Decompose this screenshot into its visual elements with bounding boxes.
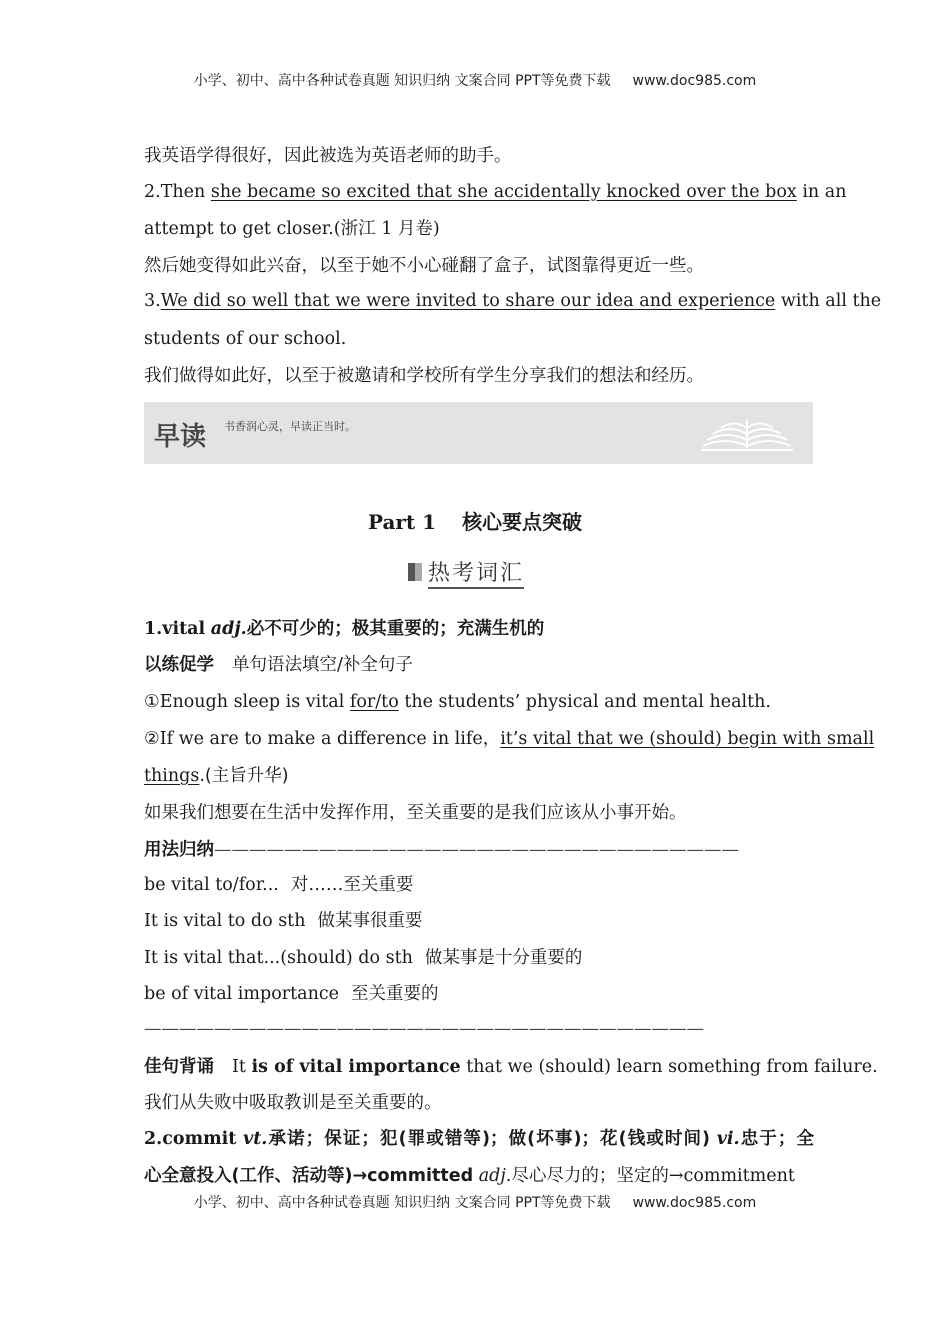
- example-2: [144, 180, 847, 204]
- ex2-translation: 然后她变得如此兴奋，以至于她不小心碰翻了盒子，试图靠得更近一些。: [144, 256, 704, 276]
- ex2-prefix: 2.Then: [144, 182, 206, 202]
- commit-pos2: vi.: [716, 1129, 740, 1149]
- commit-line2-a: 心全意投入(工作、活动等)→committed: [144, 1166, 474, 1186]
- vital-ex1-prefix: ①Enough sleep is vital: [144, 692, 345, 712]
- vital-ex2-suffix: .(主旨升华): [199, 766, 289, 786]
- good-label: 佳句背诵: [144, 1057, 214, 1077]
- header-text: 小学、初中、高中各种试卷真题 知识归纳 文案合同 PPT等免费下载: [193, 73, 611, 89]
- vital-ex2-translation: 如果我们想要在生活中发挥作用，至关重要的是我们应该从小事开始。: [144, 803, 687, 823]
- vital-example-2-cont: [144, 764, 814, 788]
- usage-en: It is vital that...(should) do sth: [144, 948, 413, 968]
- vital-word: vital: [162, 619, 206, 639]
- vital-ex1-answer: for/to: [349, 692, 399, 712]
- usage-cn: 对……至关重要: [290, 875, 414, 895]
- footer-url[interactable]: www.doc985.com: [632, 1195, 757, 1211]
- vital-ex2-answer-cont: things: [144, 766, 200, 786]
- vital-example-2: [144, 727, 875, 751]
- usage-item: [144, 873, 814, 897]
- page-header: [0, 70, 950, 90]
- part-title: [0, 506, 950, 535]
- morning-reading-banner: [144, 402, 813, 464]
- vocab-vital-heading: [144, 617, 814, 641]
- ex2-underlined: she became so excited that she accidentally knocked over the box: [210, 182, 797, 202]
- usage-item: [144, 946, 814, 970]
- practice-line: [144, 653, 814, 677]
- section-marker-icon: [408, 563, 422, 581]
- commit-line2: [144, 1164, 814, 1188]
- good-bold: is of vital importance: [251, 1057, 461, 1077]
- vital-ex2-answer: it’s vital that we (should) begin with small: [500, 729, 875, 749]
- practice-desc: 单句语法填空/补全句子: [232, 655, 413, 675]
- ex3-translation: 我们做得如此好，以至于被邀请和学校所有学生分享我们的想法和经历。: [144, 366, 704, 386]
- vital-num: 1.: [144, 619, 163, 639]
- usage-en: be of vital importance: [144, 984, 339, 1004]
- commit-meaning1: 承诺；保证；犯(罪或错等)；做(坏事)；花(钱或时间): [267, 1129, 711, 1149]
- vocab-commit-heading: [144, 1127, 814, 1151]
- example-3: [144, 289, 882, 313]
- commit-line2-b: 尽心尽力的；坚定的→commitment: [511, 1166, 795, 1186]
- vital-meaning: 必不可少的；极其重要的；充满生机的: [246, 619, 545, 639]
- commit-meaning2: 忠于；全: [739, 1129, 814, 1149]
- good-sentence: [144, 1055, 878, 1079]
- commit-num: 2.: [144, 1129, 163, 1149]
- commit-word: commit: [162, 1129, 237, 1149]
- good-pre: It: [232, 1057, 246, 1077]
- part-label: Part 1: [367, 510, 437, 534]
- banner-title: 早读: [154, 422, 207, 452]
- vital-example-1: [144, 690, 814, 714]
- usage-label: 用法归纳: [144, 840, 214, 860]
- usage-end-dashes: ————————————————————————————————: [144, 1019, 704, 1039]
- usage-cn: 至关重要的: [351, 984, 439, 1004]
- ex3-suffix: with all the: [780, 291, 882, 311]
- ex2-suffix: in an: [802, 182, 847, 202]
- usage-cn: 做某事很重要: [317, 911, 423, 931]
- usage-en: be vital to/for...: [144, 875, 279, 895]
- good-post: that we (should) learn something from failure.: [466, 1057, 878, 1077]
- vital-ex2-prefix: ②If we are to make a difference in life，: [144, 729, 501, 749]
- footer-text: 小学、初中、高中各种试卷真题 知识归纳 文案合同 PPT等免费下载: [193, 1195, 611, 1211]
- ex2-continuation: attempt to get closer.(浙江 1 月卷): [144, 219, 440, 239]
- section-heading-text: 热考词汇: [428, 561, 524, 589]
- ex3-underlined: We did so well that we were invited to share our idea and experience: [160, 291, 776, 311]
- practice-label: 以练促学: [144, 655, 214, 675]
- usage-en: It is vital to do sth: [144, 911, 306, 931]
- usage-item: [144, 982, 814, 1006]
- vital-pos: adj.: [210, 619, 247, 639]
- part-heading: 核心要点突破: [462, 510, 583, 534]
- ex3-continuation: students of our school.: [144, 329, 347, 349]
- open-book-icon: [699, 412, 795, 454]
- ex3-prefix: 3.: [144, 291, 161, 311]
- header-url[interactable]: www.doc985.com: [632, 73, 757, 89]
- commit-pos: vt.: [243, 1129, 268, 1149]
- page-footer: [0, 1192, 950, 1212]
- vital-ex1-suffix: the students’ physical and mental health.: [404, 692, 771, 712]
- section-heading: [408, 556, 524, 586]
- usage-item: [144, 909, 814, 933]
- intro-line1: 我英语学得很好，因此被选为英语老师的助手。: [144, 146, 512, 166]
- good-translation: 我们从失败中吸取教训是至关重要的。: [144, 1093, 442, 1113]
- usage-cn: 做某事是十分重要的: [424, 948, 583, 968]
- banner-subtitle: 书香润心灵，早读正当时。: [224, 420, 356, 433]
- usage-dashes: ——————————————————————————————: [214, 840, 739, 860]
- commit-line2-pos: adj.: [478, 1166, 512, 1186]
- usage-heading: [144, 838, 814, 862]
